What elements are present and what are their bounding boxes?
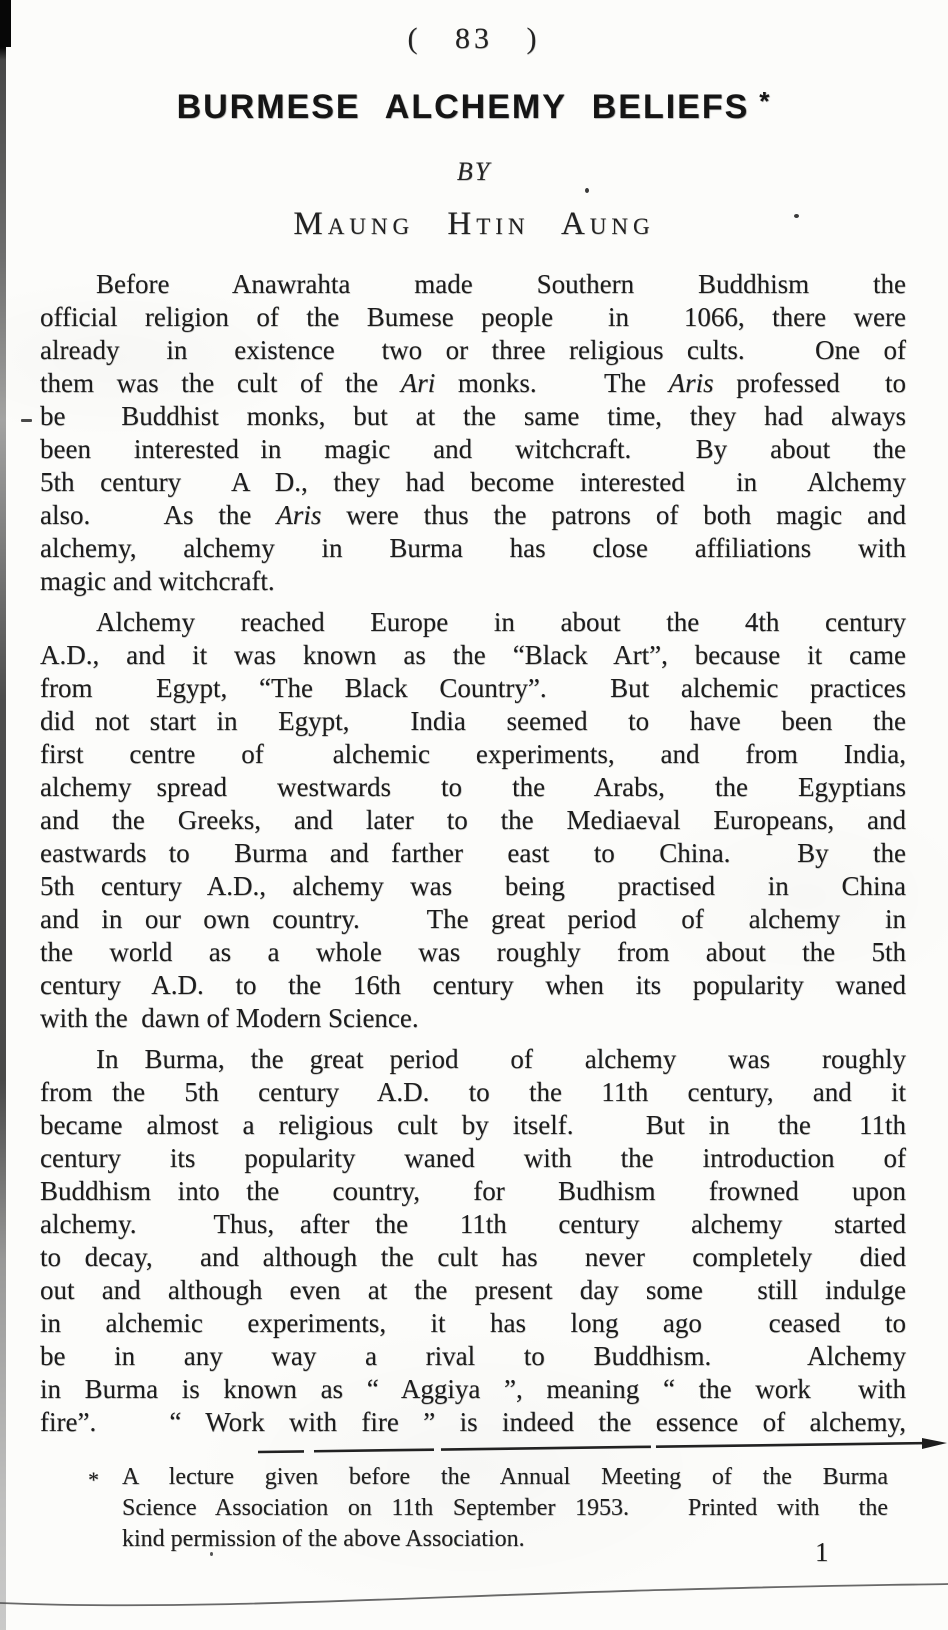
body-line: from the 5th century A.D. to the 11th century, and it — [40, 1077, 906, 1107]
page-header-number: ( 83 ) — [407, 22, 541, 55]
title-text: BURMESE ALCHEMY BELIEFS — [176, 88, 750, 126]
paragraph — [40, 1043, 906, 1439]
page-number-bottom: 1 — [815, 1537, 829, 1567]
footnote-asterisk: * — [88, 1467, 99, 1492]
body-line: been interested in magic and witchcraft. By about the — [40, 434, 906, 464]
body-line: A.D., and it was known as the “Black Art”, because it came — [40, 640, 906, 670]
body-line: out and although even at the present day some still indulge — [40, 1275, 906, 1305]
body-line: first centre of alchemic experiments, and from India, — [40, 739, 906, 769]
body-line: did not start in Egypt, India seemed to have been the — [40, 706, 906, 736]
scan-dash-artifact — [21, 419, 32, 422]
paragraph — [40, 606, 906, 1035]
body-line: 5th century A.D., alchemy was being practised in China — [40, 871, 906, 901]
body-line: them was the cult of the Ari monks. The Aris professed to — [40, 368, 906, 398]
body-line: also. As the Aris were thus the patrons of both magic and — [40, 500, 906, 530]
body-line: alchemy. Thus, after the 11th century alchemy started — [40, 1209, 906, 1239]
body-text — [40, 268, 906, 1447]
scan-speck-artifact — [794, 214, 799, 218]
body-line: Before Anawrahta made Southern Buddhism the — [96, 269, 906, 299]
body-line: in alchemic experiments, it has long ago ceased to — [40, 1308, 906, 1338]
scan-edge-artifact — [0, 0, 6, 1630]
byline: BY — [456, 157, 492, 186]
body-line: the world as a whole was roughly from about the 5th — [40, 937, 906, 967]
paragraph — [40, 268, 906, 598]
body-line: century A.D. to the 16th century when its popularity waned — [40, 970, 906, 1000]
body-line: In Burma, the great period of alchemy was roughly — [96, 1044, 906, 1074]
body-line: from Egypt, “The Black Country”. But alchemic practices — [40, 673, 906, 703]
page-edge-curve — [0, 1584, 948, 1605]
body-line: fire”. “ Work with fire ” is indeed the essence of alchemy, — [40, 1407, 906, 1437]
title-footnote-asterisk: * — [759, 86, 772, 116]
rule-arrow-tip — [922, 1438, 947, 1449]
body-line: Buddhism into the country, for Budhism frowned upon — [40, 1176, 906, 1206]
body-line: century its popularity waned with the introduction of — [40, 1143, 906, 1173]
body-line: be in any way a rival to Buddhism. Alchemy — [40, 1341, 906, 1371]
footnote-line: Science Association on 11th September 1953. Printed with the — [122, 1495, 888, 1521]
author-name: Maung Htin Aung — [293, 206, 655, 242]
footnote-text — [122, 1462, 888, 1555]
body-line: with the dawn of Modern Science. — [40, 1003, 419, 1033]
footnote-line: A lecture given before the Annual Meeting of the Burma — [122, 1464, 888, 1490]
body-line: Alchemy reached Europe in about the 4th century — [96, 607, 906, 637]
scan-speck-artifact — [210, 1552, 213, 1556]
article-title — [0, 86, 948, 127]
body-line: and in our own country. The great period of alchemy in — [40, 904, 906, 934]
footnote-line: kind permission of the above Association. — [122, 1526, 525, 1552]
body-line: in Burma is known as “ Aggiya ”, meaning “ the work with — [40, 1374, 906, 1404]
body-line: magic and witchcraft. — [40, 566, 275, 596]
scan-speck-artifact — [585, 188, 589, 193]
body-line: official religion of the Bumese people in 1066, there were — [40, 302, 906, 332]
body-line: already in existence two or three religious cults. One of — [40, 335, 906, 365]
body-line: be Buddhist monks, but at the same time, they had always — [40, 401, 906, 431]
body-line: alchemy spread westwards to the Arabs, the Egyptians — [40, 772, 906, 802]
body-line: to decay, and although the cult has never completely died — [40, 1242, 906, 1272]
body-line: and the Greeks, and later to the Mediaeval Europeans, and — [40, 805, 906, 835]
body-line: became almost a religious cult by itself. But in the 11th — [40, 1110, 906, 1140]
body-line: eastwards to Burma and farther east to China. By the — [40, 838, 906, 868]
body-line: 5th century A D., they had become interested in Alchemy — [40, 467, 906, 497]
footnote — [88, 1462, 888, 1555]
body-line: alchemy, alchemy in Burma has close affiliations with — [40, 533, 906, 563]
